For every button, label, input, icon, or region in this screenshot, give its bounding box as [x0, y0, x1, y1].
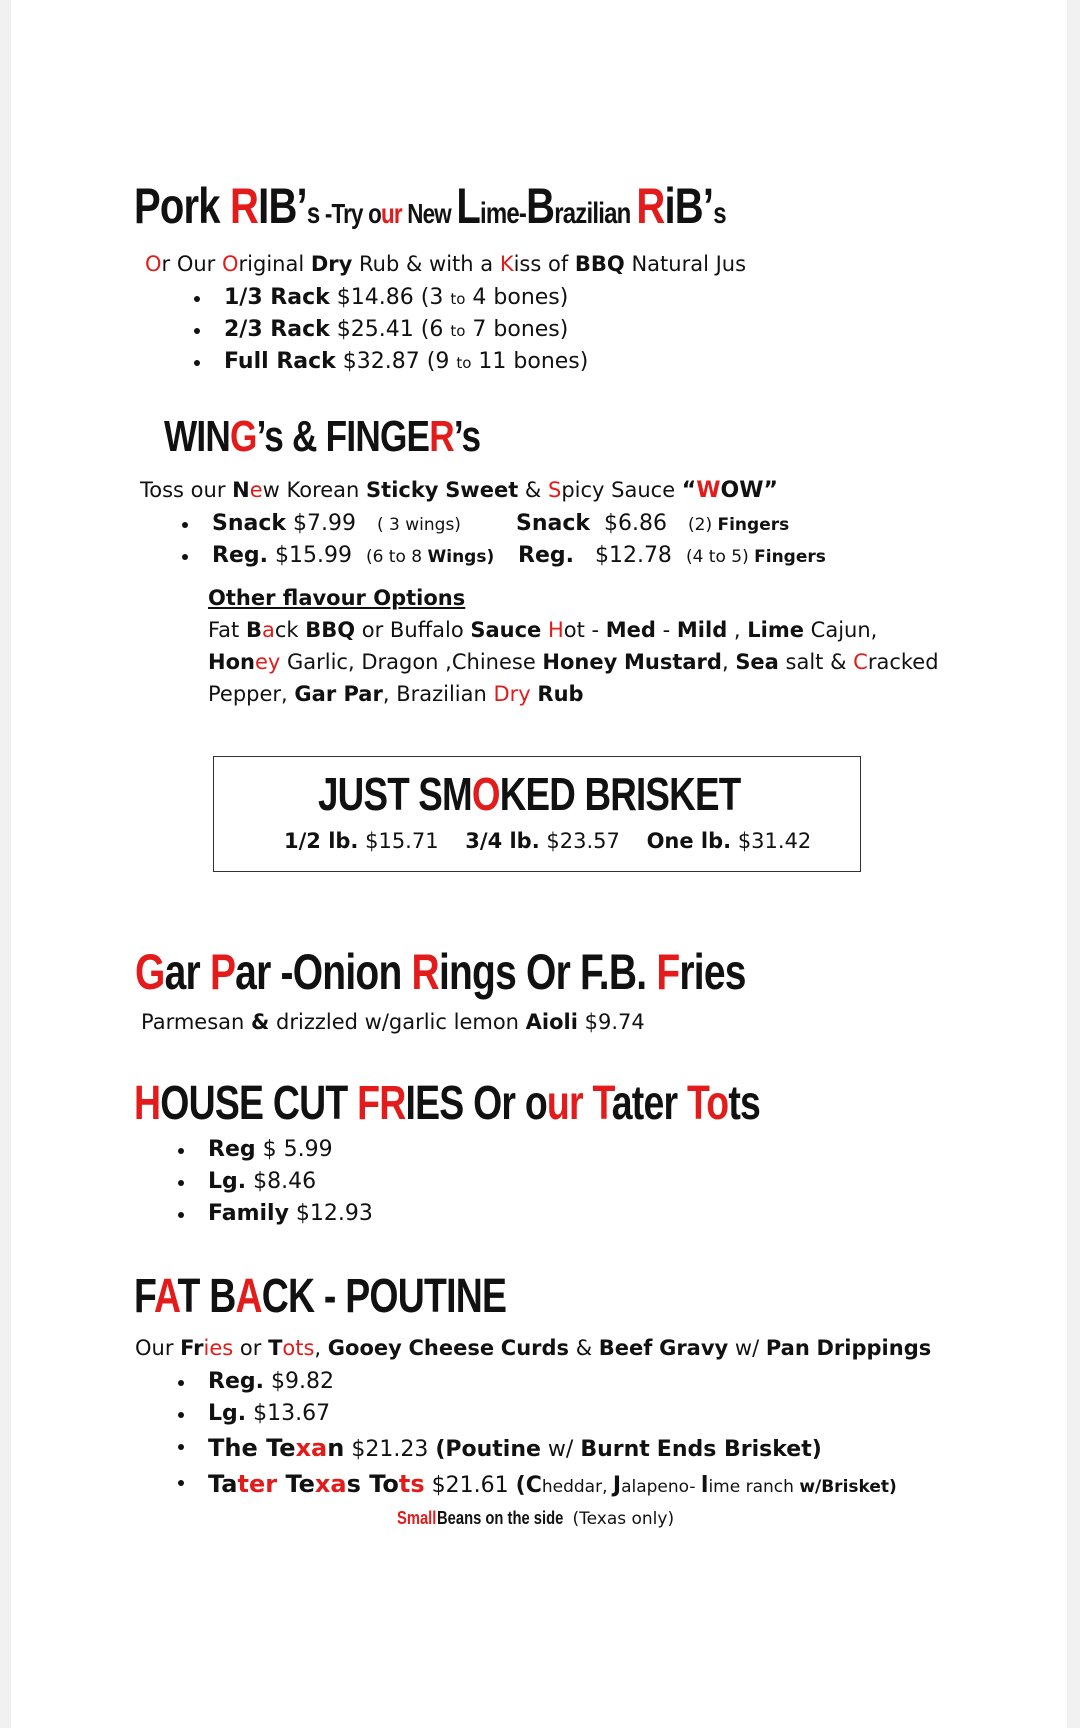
flavours-line-1: Fat Back BBQ or Buffalo Sauce Hot - Med - Mild , Lime Cajun, [208, 618, 878, 642]
list-item: Lg. $8.46 [208, 1166, 373, 1198]
list-item: 1/3 Rack $14.86 (3 to 4 bones) [224, 282, 588, 314]
fries-title: HOUSE CUT FRIES Or our Tater Tots [134, 1077, 761, 1130]
list-item: 2/3 Rack $25.41 (6 to 7 bones) [224, 314, 588, 346]
list-item: Reg. $15.99 (6 to 8 Wings) [212, 540, 494, 572]
list-item: The Texan $21.23 (Poutine w/ Burnt Ends Brisket) [208, 1430, 897, 1466]
list-item: Family $12.93 [208, 1198, 373, 1230]
flavours-line-3: Pepper, Gar Par, Brazilian Dry Rub [208, 682, 584, 706]
ribs-subtitle: Or Our Original Dry Rub & with a Kiss of BBQ Natural Jus [145, 252, 747, 276]
poutine-title: FAT BACK - POUTINE [134, 1270, 507, 1323]
fries-list [208, 1134, 373, 1230]
ribs-title: Pork RIB’s -Try our New Lime-Brazilian RiB’s [134, 178, 726, 234]
brisket-title: JUST SMOKED BRISKET [318, 768, 741, 820]
poutine-list [208, 1366, 897, 1502]
wings-sauce-line: Toss our New Korean Sticky Sweet & Spicy Sauce “WOW” [140, 478, 778, 503]
list-item: Snack $7.99 ( 3 wings) [212, 508, 494, 540]
other-flavours-heading: Other flavour Options [208, 586, 466, 610]
rings-desc: Parmesan & drizzled w/garlic lemon Aioli $9.74 [141, 1010, 645, 1034]
poutine-desc: Our Fries or Tots, Gooey Cheese Curds & Beef Gravy w/ Pan Drippings [135, 1336, 932, 1360]
ribs-list [224, 282, 588, 378]
fingers-snack: Snack $6.86 (2) Fingers [516, 511, 790, 536]
wings-title: WING’s & FINGER’s [164, 412, 481, 461]
list-item: Tater Texas Tots $21.61 (Cheddar, Jalapeno- lime ranch w/Brisket) [208, 1466, 897, 1502]
wings-list [212, 508, 494, 572]
list-item: Lg. $13.67 [208, 1398, 897, 1430]
flavours-line-2: Honey Garlic, Dragon ,Chinese Honey Mustard, Sea salt & Cracked [208, 650, 939, 674]
list-item: Full Rack $32.87 (9 to 11 bones) [224, 346, 588, 378]
brisket-box [213, 756, 861, 872]
list-item: Reg $ 5.99 [208, 1134, 373, 1166]
rings-title: Gar Par -Onion Rings Or F.B. Fries [135, 944, 746, 1000]
list-item: Reg. $9.82 [208, 1366, 897, 1398]
side-note: SmallBeans on the side (Texas only) [397, 1508, 675, 1529]
menu-page [11, 0, 1067, 1728]
brisket-prices: 1/2 lb. $15.71 3/4 lb. $23.57 One lb. $31.42 [284, 829, 812, 853]
fingers-reg: Reg. $12.78 (4 to 5) Fingers [518, 543, 826, 568]
